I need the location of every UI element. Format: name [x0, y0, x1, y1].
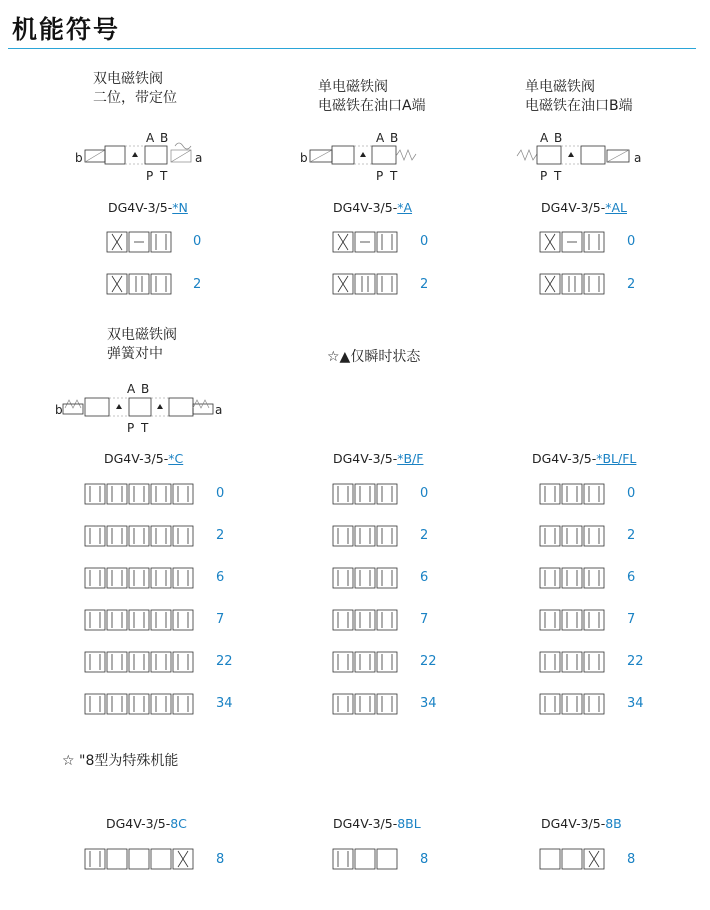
spool-symbol-c-5 [84, 692, 196, 718]
port-p-label: P [376, 169, 384, 183]
spool-code-n-0: 0 [193, 234, 202, 249]
port-t-label: T [390, 169, 398, 183]
heading-al-line1: 单电磁铁阀 [525, 79, 595, 95]
model-label-a [333, 200, 412, 215]
spool-code-blfl-0: 0 [627, 486, 636, 501]
spool-code-blfl-4: 22 [627, 654, 644, 669]
model-prefix: DG4V-3/5- [541, 200, 606, 215]
heading-c-line2: 弹簧对中 [107, 346, 163, 362]
spool-symbol-bf-5 [332, 692, 400, 718]
spool-code-c-4: 22 [216, 654, 233, 669]
model-prefix: DG4V-3/5- [541, 816, 606, 831]
spool-symbol-blfl-3 [539, 608, 607, 634]
model-prefix: DG4V-3/5- [333, 451, 398, 466]
heading-c [107, 326, 177, 364]
heading-n-line2: 二位，带定位 [93, 90, 177, 106]
model-suffix: *C [168, 451, 184, 466]
model-label-bf [333, 451, 423, 466]
model-label-bl8 [333, 816, 421, 831]
port-t-label: T [554, 169, 562, 183]
port-t-label: T [160, 169, 168, 183]
model-suffix: *BL/FL [596, 451, 637, 466]
sol-a-label: a [195, 151, 203, 165]
valve-symbol-n [75, 128, 205, 184]
spool-symbol-a-2 [332, 272, 398, 296]
spool-symbol-n-0 [106, 230, 172, 254]
heading-al-line2: 电磁铁在油口B端 [525, 98, 633, 114]
spool-symbol-blfl-2 [539, 566, 607, 592]
port-a-label: A [540, 131, 549, 145]
spool-code-c-1: 2 [216, 528, 225, 543]
heading-n-line1: 双电磁铁阀 [93, 71, 163, 87]
spool-code-c-5: 34 [216, 696, 233, 711]
spool-symbol-bl8 [332, 847, 398, 873]
sol-b-label: b [75, 151, 83, 165]
heading-a [318, 78, 426, 116]
model-suffix: *A [397, 200, 413, 215]
valve-symbol-c [55, 380, 225, 436]
spool-symbol-c-2 [84, 566, 196, 592]
model-label-c [104, 451, 183, 466]
spool-code-a-2: 2 [420, 277, 429, 292]
spool-code-bf-1: 2 [420, 528, 429, 543]
sol-b-label: b [55, 403, 63, 417]
spool-symbol-c-4 [84, 650, 196, 676]
spool-code-bf-3: 7 [420, 612, 429, 627]
spool-symbol-bf-2 [332, 566, 400, 592]
sol-a-label: a [634, 151, 642, 165]
spool-symbol-c8 [84, 847, 194, 873]
spool-symbol-bf-3 [332, 608, 400, 634]
valve-symbol-a [300, 128, 430, 184]
model-label-b8 [541, 816, 622, 831]
spool-code-blfl-5: 34 [627, 696, 644, 711]
model-label-c8 [106, 816, 187, 831]
spool-symbol-c-0 [84, 482, 196, 508]
spool-symbol-blfl-4 [539, 650, 607, 676]
spool-symbol-al-2 [539, 272, 605, 296]
spool-code-bf-4: 22 [420, 654, 437, 669]
spool-code-bf-5: 34 [420, 696, 437, 711]
transient-note: ☆▲仅瞬时状态 [327, 349, 421, 365]
spool-code-c-2: 6 [216, 570, 225, 585]
port-a-label: A [127, 382, 136, 396]
sol-b-label: b [300, 151, 308, 165]
page-title: 机能符号 [12, 15, 121, 44]
spool-code-al-2: 2 [627, 277, 636, 292]
model-label-n [108, 200, 188, 215]
spool-code-blfl-1: 2 [627, 528, 636, 543]
model-prefix: DG4V-3/5- [104, 451, 169, 466]
spool-symbol-al-0 [539, 230, 605, 254]
spool-symbol-bf-0 [332, 482, 400, 508]
special-note: ☆ "8型为特殊机能 [62, 753, 179, 769]
port-b-label: B [141, 382, 150, 396]
heading-a-line2: 电磁铁在油口A端 [318, 98, 426, 114]
heading-c-line1: 双电磁铁阀 [107, 327, 177, 343]
port-t-label: T [141, 421, 149, 435]
spool-symbol-blfl-5 [539, 692, 607, 718]
spool-symbol-n-2 [106, 272, 172, 296]
model-prefix: DG4V-3/5- [106, 816, 171, 831]
heading-a-line1: 单电磁铁阀 [318, 79, 388, 95]
spool-symbol-c-3 [84, 608, 196, 634]
spool-code-a-0: 0 [420, 234, 429, 249]
title-divider [8, 48, 696, 49]
spool-symbol-bf-1 [332, 524, 400, 550]
heading-n [93, 70, 177, 108]
spool-code-al-0: 0 [627, 234, 636, 249]
port-b-label: B [390, 131, 399, 145]
spool-symbol-b8 [539, 847, 605, 873]
spool-symbol-bf-4 [332, 650, 400, 676]
spool-symbol-blfl-0 [539, 482, 607, 508]
spool-code-blfl-3: 7 [627, 612, 636, 627]
model-prefix: DG4V-3/5- [333, 200, 398, 215]
spool-code-bf-2: 6 [420, 570, 429, 585]
spool-symbol-c-1 [84, 524, 196, 550]
port-b-label: B [554, 131, 563, 145]
model-label-al [541, 200, 627, 215]
spool-symbol-blfl-1 [539, 524, 607, 550]
heading-al [525, 78, 633, 116]
spool-code-c8: 8 [216, 852, 225, 867]
port-p-label: P [127, 421, 135, 435]
model-suffix: 8BL [397, 816, 421, 831]
model-prefix: DG4V-3/5- [333, 816, 398, 831]
sol-a-label: a [215, 403, 223, 417]
port-b-label: B [160, 131, 169, 145]
model-suffix: 8B [605, 816, 622, 831]
model-suffix: *B/F [397, 451, 424, 466]
spool-code-c-0: 0 [216, 486, 225, 501]
spool-symbol-a-0 [332, 230, 398, 254]
model-suffix: *AL [605, 200, 627, 215]
model-prefix: DG4V-3/5- [108, 200, 173, 215]
port-p-label: P [146, 169, 154, 183]
spool-code-blfl-2: 6 [627, 570, 636, 585]
spool-code-n-2: 2 [193, 277, 202, 292]
spool-code-b8: 8 [627, 852, 636, 867]
model-suffix: *N [172, 200, 188, 215]
model-prefix: DG4V-3/5- [532, 451, 597, 466]
port-a-label: A [146, 131, 155, 145]
spool-code-bl8: 8 [420, 852, 429, 867]
spool-code-bf-0: 0 [420, 486, 429, 501]
port-a-label: A [376, 131, 385, 145]
spool-code-c-3: 7 [216, 612, 225, 627]
model-label-blfl [532, 451, 636, 466]
model-suffix: 8C [170, 816, 187, 831]
port-p-label: P [540, 169, 548, 183]
valve-symbol-al [515, 128, 645, 184]
